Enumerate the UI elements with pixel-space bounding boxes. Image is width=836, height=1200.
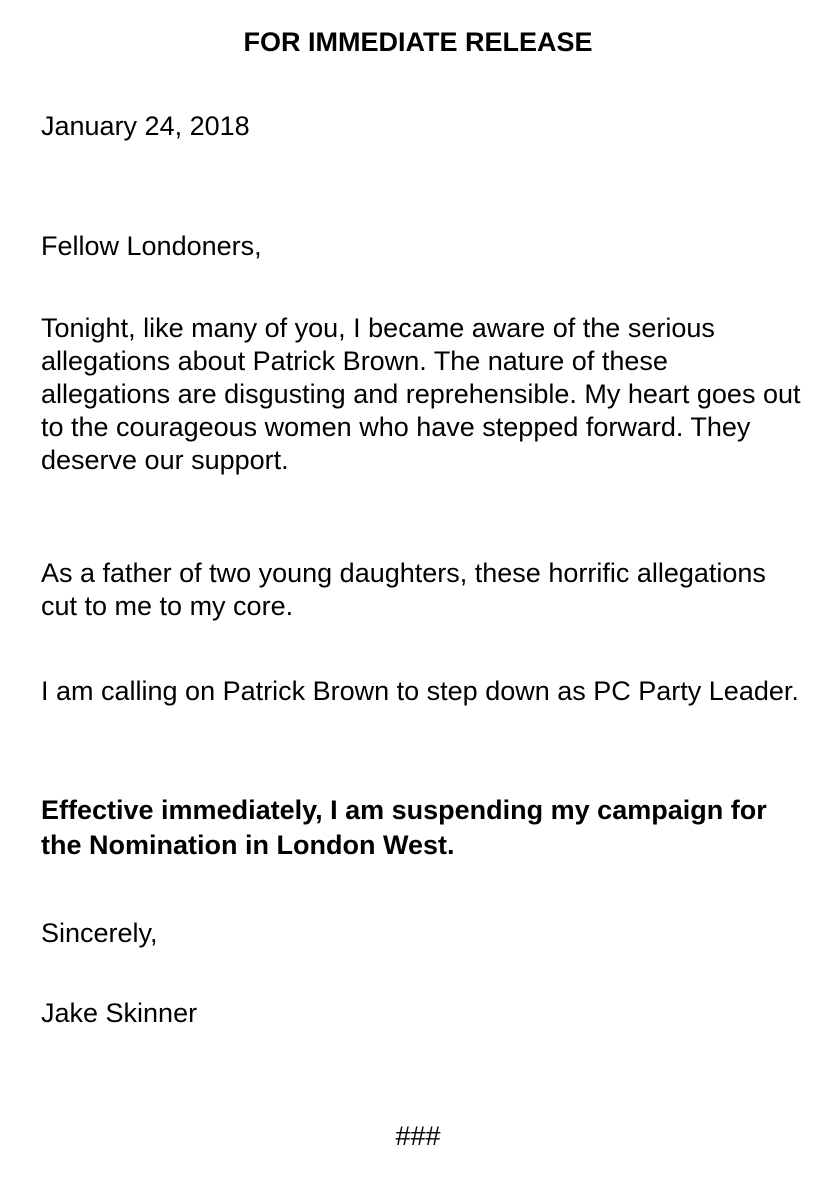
paragraph-call-to-step-down: I am calling on Patrick Brown to step down as PC Party Leader. — [41, 676, 799, 706]
end-mark: ### — [395, 1121, 441, 1151]
release-date: January 24, 2018 — [41, 111, 250, 141]
signature: Jake Skinner — [41, 998, 198, 1028]
closing: Sincerely, — [41, 918, 158, 948]
paragraph-allegations: Tonight, like many of you, I became aware of the serious allegations about Patrick Brown. The nature of these allegations are disgusting and reprehensible. My heart goes out to the courageous women who have stepped forward. They deserve our support. — [41, 313, 801, 475]
paragraph-suspension: Effective immediately, I am suspending my campaign for the Nomination in London West. — [41, 795, 767, 860]
paragraph-father: As a father of two young daughters, these horrific allegations cut to me to my core. — [41, 558, 766, 621]
headline: FOR IMMEDIATE RELEASE — [243, 27, 593, 57]
greeting: Fellow Londoners, — [41, 231, 262, 261]
